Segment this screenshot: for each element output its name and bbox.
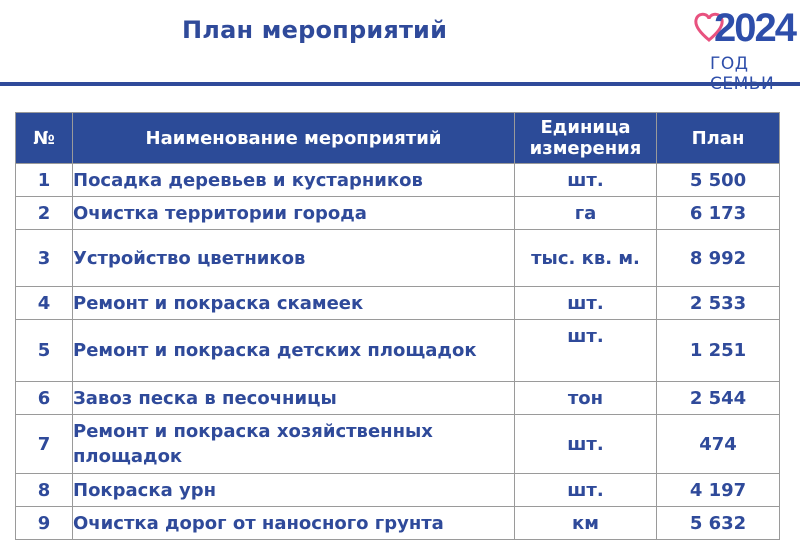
table-row <box>16 507 780 540</box>
event-plan: 474 <box>657 415 780 474</box>
event-name: Посадка деревьев и кустарников <box>73 164 515 197</box>
column-header-number: № <box>16 113 73 164</box>
event-unit: га <box>515 197 657 230</box>
table-row <box>16 287 780 320</box>
event-unit: шт. <box>515 474 657 507</box>
row-number: 3 <box>16 230 73 287</box>
logo-year: 2024 <box>714 6 795 50</box>
event-plan: 8 992 <box>657 230 780 287</box>
logo-subtitle: ГОД <box>710 54 749 74</box>
table-row <box>16 382 780 415</box>
table-row <box>16 164 780 197</box>
row-number: 8 <box>16 474 73 507</box>
event-name: Ремонт и покраска детских площадок <box>73 320 515 382</box>
event-plan: 5 500 <box>657 164 780 197</box>
event-name: Устройство цветников <box>73 230 515 287</box>
page-title: План мероприятий <box>182 16 448 44</box>
column-header-unit: Единица измерения <box>515 113 657 164</box>
event-plan: 4 197 <box>657 474 780 507</box>
event-plan: 5 632 <box>657 507 780 540</box>
header-divider <box>0 82 800 86</box>
table-row <box>16 474 780 507</box>
table-row <box>16 197 780 230</box>
table-header-row <box>16 113 780 164</box>
column-header-name: Наименование мероприятий <box>73 113 515 164</box>
row-number: 7 <box>16 415 73 474</box>
row-number: 5 <box>16 320 73 382</box>
row-number: 9 <box>16 507 73 540</box>
table-row <box>16 320 780 382</box>
event-unit: тон <box>515 382 657 415</box>
event-name: Ремонт и покраска хозяйственных площадок <box>73 415 515 474</box>
event-plan: 6 173 <box>657 197 780 230</box>
row-number: 2 <box>16 197 73 230</box>
event-unit: тыс. кв. м. <box>515 230 657 287</box>
event-plan: 2 544 <box>657 382 780 415</box>
row-number: 6 <box>16 382 73 415</box>
table-row <box>16 415 780 474</box>
event-name: Очистка территории города <box>73 197 515 230</box>
event-unit: шт. <box>515 164 657 197</box>
year-of-family-logo <box>692 4 800 76</box>
event-name: Завоз песка в песочницы <box>73 382 515 415</box>
events-plan-table <box>15 112 780 540</box>
event-unit: шт. <box>515 320 657 382</box>
row-number: 1 <box>16 164 73 197</box>
event-name: Покраска урн <box>73 474 515 507</box>
event-plan: 2 533 <box>657 287 780 320</box>
row-number: 4 <box>16 287 73 320</box>
event-plan: 1 251 <box>657 320 780 382</box>
event-unit: км <box>515 507 657 540</box>
event-unit: шт. <box>515 415 657 474</box>
table-row <box>16 230 780 287</box>
event-unit: шт. <box>515 287 657 320</box>
event-name: Очистка дорог от наносного грунта <box>73 507 515 540</box>
event-name: Ремонт и покраска скамеек <box>73 287 515 320</box>
column-header-plan: План <box>657 113 780 164</box>
header <box>0 0 800 82</box>
